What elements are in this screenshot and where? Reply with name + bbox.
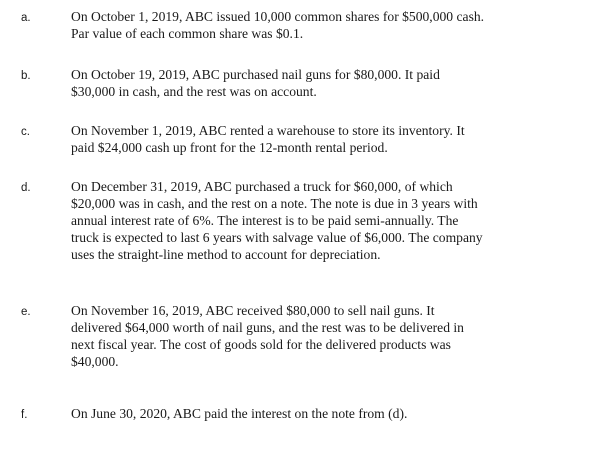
- item-line: uses the straight-line method to account for depreciation.: [71, 247, 381, 262]
- item-letter: b.: [21, 70, 31, 82]
- item-line: truck is expected to last 6 years with salvage value of $6,000. The company: [71, 230, 483, 245]
- item-line: next fiscal year. The cost of goods sold for the delivered products was: [71, 337, 451, 352]
- item-letter: e.: [21, 306, 31, 318]
- item-text: [71, 8, 571, 42]
- item-letter: a.: [21, 12, 31, 24]
- item-text: [71, 122, 571, 156]
- item-text: [71, 178, 571, 263]
- item-letter: c.: [21, 126, 30, 138]
- item-line: annual interest rate of 6%. The interest is to be paid semi-annually. The: [71, 213, 459, 228]
- item-line: $20,000 was in cash, and the rest on a note. The note is due in 3 years with: [71, 196, 478, 211]
- item-text: [71, 302, 571, 370]
- item-letter: d.: [21, 182, 31, 194]
- item-line: delivered $64,000 worth of nail guns, and the rest was to be delivered in: [71, 320, 464, 335]
- item-text: [71, 66, 571, 100]
- item-line: On October 1, 2019, ABC issued 10,000 common shares for $500,000 cash.: [71, 9, 485, 24]
- item-line: Par value of each common share was $0.1.: [71, 26, 304, 41]
- item-text: [71, 405, 571, 422]
- item-line: $30,000 in cash, and the rest was on account.: [71, 84, 317, 99]
- item-line: On December 31, 2019, ABC purchased a truck for $60,000, of which: [71, 179, 453, 194]
- item-line: On November 16, 2019, ABC received $80,000 to sell nail guns. It: [71, 303, 435, 318]
- item-line: On October 19, 2019, ABC purchased nail guns for $80,000. It paid: [71, 67, 440, 82]
- item-letter: f.: [21, 409, 28, 421]
- item-line: On June 30, 2020, ABC paid the interest on the note from (d).: [71, 406, 408, 421]
- item-line: On November 1, 2019, ABC rented a warehouse to store its inventory. It: [71, 123, 465, 138]
- item-line: paid $24,000 cash up front for the 12-month rental period.: [71, 140, 388, 155]
- item-line: $40,000.: [71, 354, 119, 369]
